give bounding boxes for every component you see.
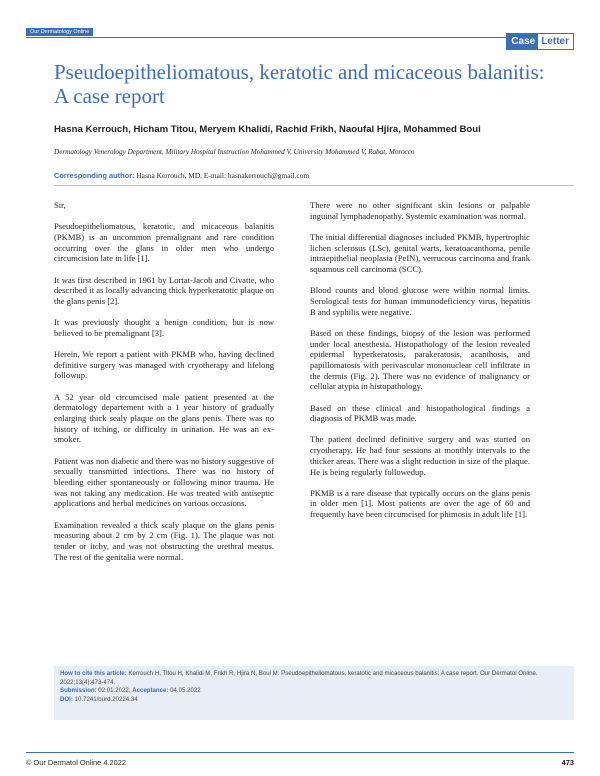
paragraph: Blood counts and blood glucose were within normal limits. Serological tests for human immunodeficiency virus, hepatitis B and syphilis were negative. <box>310 285 530 317</box>
case-letter-badge <box>506 33 574 50</box>
citation-box <box>54 666 574 720</box>
corresponding-author <box>54 171 574 180</box>
acceptance-label: Acceptance: <box>132 687 169 695</box>
footer-divider <box>26 752 574 753</box>
journal-tag: Our Dermatology Online <box>26 28 93 36</box>
badge-case: Case <box>507 34 538 49</box>
doi-line <box>60 696 568 705</box>
paragraph: It was previously thought a benign condition, but is now believed to be premalignant [3]. <box>54 317 274 338</box>
how-to-cite <box>60 670 568 687</box>
how-to-cite-text: Kerrouch H, Titou H, Khalidi M, Frikh R, Hjira N, Boui M. Pseudoepitheliomatous, keratotic and micaceous balanitis: A case report. Our Dermatol Online. 2022;13(4):473-474. <box>60 670 538 686</box>
left-column <box>54 200 274 573</box>
divider <box>54 185 574 186</box>
submission-date: 02.01.2022; <box>98 687 131 695</box>
corresponding-text: Hasna Kerrouch, MD, E-mail: hasnakerrouch@gmail.com <box>136 171 310 180</box>
paragraph: The patient declined definitive surgery and was started on cryotherapy. He had four sessions at monthly intervals to the thicker areas. There was a slight reduction in size of the plaque. He is being regularly followedup. <box>310 434 530 477</box>
how-to-cite-label: How to cite this article: <box>60 670 127 677</box>
paragraph: A 52 year old circumcised male patient presented at the dermatology departement with a 1 year history of gradually enlarging thick sealy plaque on the glans penis. There was no history of itching, or difficulty in urination. He was an ex-smoker. <box>54 391 274 445</box>
paragraph: Herein, We report a patient with PKMB who, having declined definitive surgery was managed with cryotherapy and lifelong followup. <box>54 349 274 381</box>
paragraph: Based on these clinical and histopathological findings a diagnosis of PKMB was made. <box>310 402 530 424</box>
doi-link[interactable]: 10.7241/ourd.20224.34 <box>74 695 138 703</box>
article-title: Pseudoepitheliomatous, keratotic and micaceous balanitis: A case report <box>54 60 545 108</box>
paragraph: There were no other significant skin lesions or palpable inguinal lymphadenopathy. Systemic examination was normal. <box>310 200 530 221</box>
dates-line <box>60 687 568 696</box>
badge-letter: Letter <box>538 34 573 49</box>
paragraph: It was first described in 1961 by Lortat-Jacob and Civatte, who described it as locally advancing thick hyperkeratotic plaque on the glans penis [2]. <box>54 274 274 306</box>
author-list: Hasna Kerrouch, Hicham Titou, Meryem Khalidi, Rachid Frikh, Naoufal Hjira, Mohammed Boui <box>54 124 481 135</box>
page-number: 473 <box>561 758 574 767</box>
submission-label: Submission: <box>60 687 97 695</box>
paragraph: Examination revealed a thick scaly plaque on the glans penis measuring about 2 cm by 2 cm (Fig. 1). The plaque was not tender or itchy, and was not obstructing the urethral meatus. The rest of the genitalia were normal. <box>54 519 274 562</box>
header-rule <box>26 37 574 38</box>
affiliation: Dermatology Venerology Department, Military Hospital Instruction Mohammed V, University Mohammed V, Rabat, Morocco <box>54 148 415 156</box>
footer-copyright: © Our Dermatol Online 4.2022 <box>26 758 126 767</box>
acceptance-date: 04.05.2022 <box>170 687 201 695</box>
doi-label: DOI: <box>60 695 73 703</box>
right-column <box>310 200 530 530</box>
corresponding-label: Corresponding author: <box>54 171 135 180</box>
paragraph: The initial differential diagnoses included PKMB, hypertrophic lichen sclerosus (LSc), genital warts, keratoacanthoma, penile intraepithelial neoplasia (PeIN), verrucous carcinoma and frank squamous cell carcinoma (SCC). <box>310 231 530 275</box>
paragraph: Based on these findings, biopsy of the lesion was performed under local anesthesia. Histopathology of the lesion revealed epidermal hyperkeratosis, parakeratosis, acanthosis, and papillomatosis with perivascular mononuclear cell infiltrate in the dermis (Fig. 2). There was no evidence of malignancy or cellular atypia in histopathology. <box>310 327 530 392</box>
paragraph: Sir, <box>54 200 66 210</box>
paragraph: Patient was non diabetic and there was no history suggestive of sexually transmitted infections. There was no history of bleeding either spontaneously or following minor trauma. He was not taking any medication. He was treated with antiseptic applications and herbal medicines on various occasions. <box>54 455 274 509</box>
paragraph: Pseudoepitheliomatous, keratotic, and micaceous balanitis (PKMB) is an uncommon premalignant and rare condition occurring over the glans in older men who undergo circumcision late in life [1]. <box>54 221 274 264</box>
paragraph: PKMB is a rare disease that typically occurs on the glans penis in older men [1]. Most patients are over the age of 60 and frequently have been circumcised for phimosis in adult life [1]. <box>310 487 530 520</box>
